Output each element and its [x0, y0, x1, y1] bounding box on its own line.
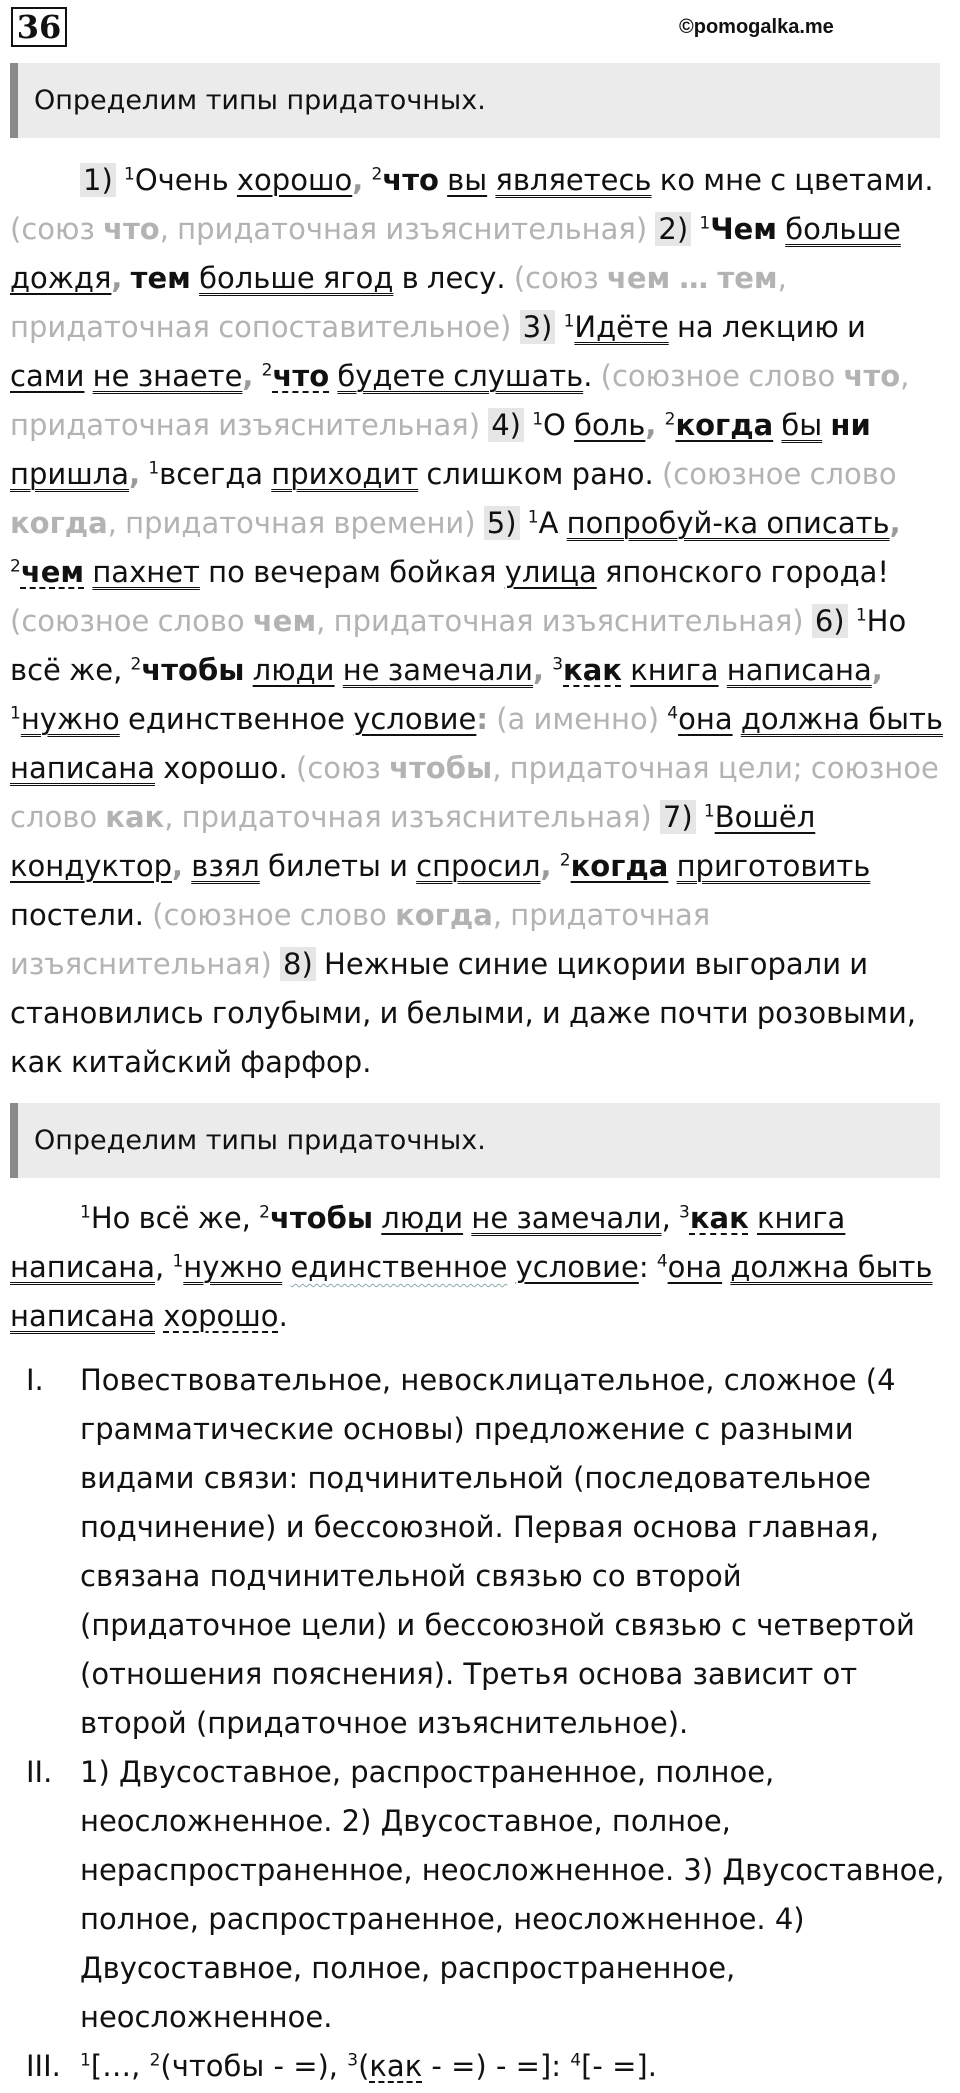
site-watermark: ©pomogalka.me — [679, 16, 834, 38]
sentence-number: 4) — [488, 408, 524, 442]
sentence-scheme: $^1$[…, $^2$(чтобы - =), $^3$(как - =) - =]: $^4$[- =]. — [80, 2049, 657, 2083]
sentence-number: 1) — [80, 163, 116, 197]
section-header: Определим типы придаточных. — [10, 63, 940, 138]
analysis-item — [10, 1748, 945, 2042]
sentences-paragraph: 1) $^1$Очень хорошо, $^2$что вы являетесь ко мне с цветами. (союз что, придаточная изъяснительная) 2) $^1$Чем больше дождя, тем больше ягод в лесу. (союз чем … тем, придаточная сопоставительное) 3) $^1$Идёте на лекцию и сами не знаете, $^2$что будете слушать. (союзное слово что, придаточная изъяснительная) 4) $^1$О боль, $^2$когда бы ни пришла, $^1$всегда приходит слишком рано. (союзное слово когда, придаточная времени) 5) $^1$А попробуй-ка описать, $^2$чем пахнет по вечерам бойкая улица японского города! (союзное слово чем, придаточная изъяснительная) 6) $^1$Но всё же, $^2$чтобы люди не замечали, $^3$как книга написана, $^1$нужно единственное условие: (а именно) $^4$она должна быть написана хорошо. (союз чтобы, придаточная цели; союзное слово как, придаточная изъяснительная) 7) $^1$Вошёл кондуктор, взял билеты и спросил, $^2$когда приготовить постели. (союзное слово когда, придаточная изъяснительная) 8) Нежные синие цикории выгорали и становились голубыми, и белыми, и даже почти розовыми, как китайский фарфор. — [10, 163, 943, 1079]
analysis-list — [10, 1356, 945, 2091]
analysis-item-text: Повествовательное, невосклицательное, сложное (4 грамматические основы) предложение с разными видами связи: подчинительной (последовательное подчинение) и бессоюзной. Первая основа главная, связана подчинительной связью со второй (придаточное цели) и бессоюзной связью с четвертой (отношения пояснения). Третья основа зависит от второй (придаточное изъяснительное). — [80, 1363, 915, 1740]
sentence-number: 5) — [484, 506, 520, 540]
sentence-number: 7) — [660, 800, 696, 834]
sentence-number: 8) — [280, 947, 316, 981]
analysis-item-number: I. — [26, 1363, 44, 1397]
analysis-item — [10, 1356, 945, 1748]
analysis-item-scheme — [10, 2042, 945, 2091]
sentence-number: 6) — [812, 604, 848, 638]
task-number: 36 — [11, 7, 67, 47]
analysis-item-number: III. — [26, 2049, 61, 2083]
analysis-item-text: 1) Двусоставное, распространенное, полное, неосложненное. 2) Двусоставное, полное, нераспространенное, неосложненное. 3) Двусоставное, полное, распространенное, неосложненное. 4) Двусоставное, полное, распространенное, неосложненное. — [80, 1755, 945, 2034]
sentence-number: 3) — [520, 310, 556, 344]
analysis-item-number: II. — [26, 1755, 53, 1789]
section-header-2: Определим типы придаточных. — [10, 1103, 940, 1178]
sentence-number: 2) — [655, 212, 691, 246]
analyzed-sentence: $^1$Но всё же, $^2$чтобы люди не замечали, $^3$как книга написана, $^1$нужно единственное условие: $^4$она должна быть написана хорошо. — [10, 1201, 933, 1333]
